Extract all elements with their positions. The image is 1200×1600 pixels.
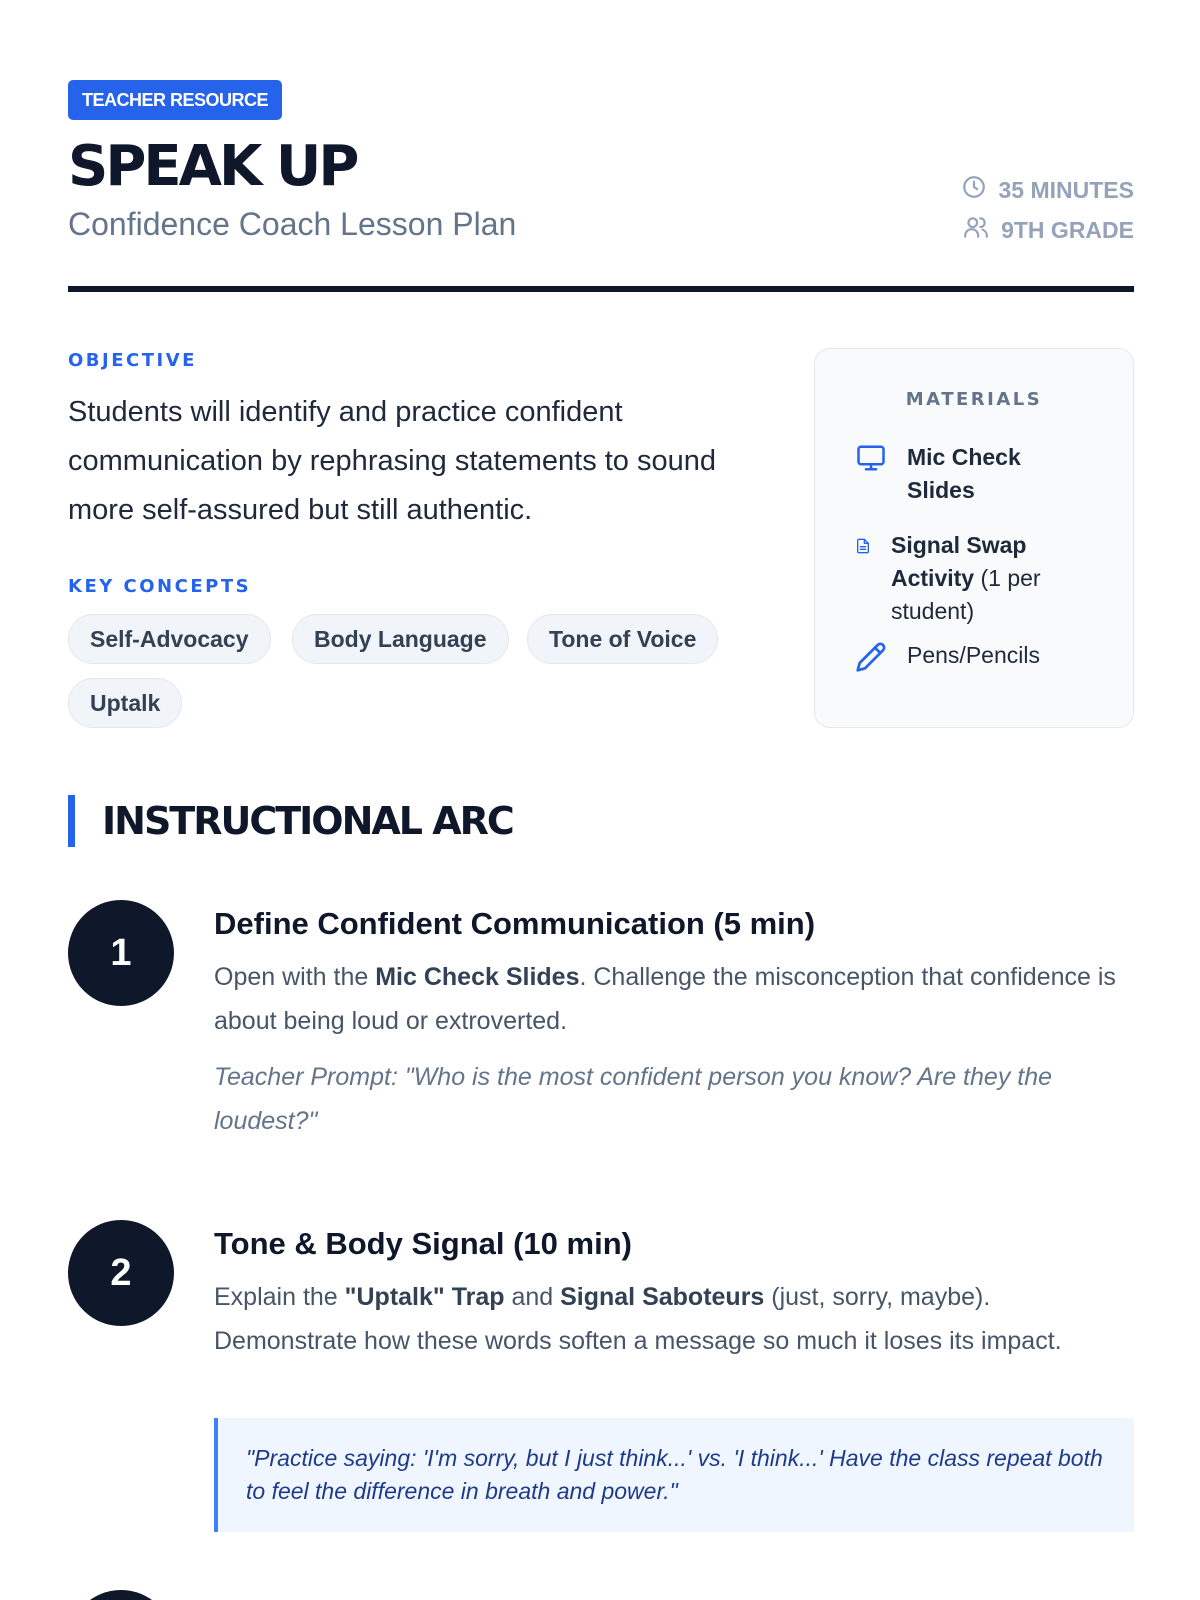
step-description: [214, 955, 1134, 1043]
document-icon: [855, 531, 871, 561]
material-item: [855, 639, 1040, 673]
duration-row: [961, 170, 1134, 210]
teacher-resource-badge: TEACHER RESOURCE: [68, 80, 282, 120]
material-name: Signal Swap Activity: [891, 532, 1027, 591]
lesson-meta: [961, 170, 1134, 250]
page-title: SPEAK UP: [68, 134, 357, 199]
material-detail: (1 per student): [891, 565, 1041, 624]
grade-row: [961, 210, 1134, 250]
teacher-prompt: Teacher Prompt: "Who is the most confident person you know? Are they the loudest?": [214, 1063, 1053, 1135]
material-item: [855, 529, 1071, 628]
step-text: Open with the: [214, 963, 376, 991]
step-text-emphasis: Signal Saboteurs: [560, 1283, 765, 1311]
monitor-icon: [855, 443, 887, 473]
step-text: Explain the: [214, 1283, 345, 1311]
material-item: [855, 441, 1057, 507]
objective-label: OBJECTIVE: [68, 350, 197, 371]
users-icon: [963, 214, 989, 246]
practice-quote: "Practice saying: 'I'm sorry, but I just think...' vs. 'I think...' Have the class repeat both to feel the difference in breath and power.": [214, 1418, 1134, 1532]
step-title: Define Confident Communication (5 min): [214, 906, 816, 941]
step-text: (just, sorry, maybe). Demonstrate how these words soften a message so much it loses its impact.: [214, 1283, 1062, 1355]
step-number-badge: [68, 1590, 174, 1600]
step-number-badge: 1: [68, 900, 174, 1006]
clock-icon: [961, 174, 987, 206]
header-divider: [68, 286, 1134, 292]
concept-chip: Tone of Voice: [527, 614, 718, 664]
step-description: [214, 1275, 1134, 1363]
duration-text: 35 MINUTES: [998, 176, 1134, 203]
instructional-arc-title: INSTRUCTIONAL ARC: [102, 799, 513, 843]
concept-chip: Body Language: [292, 614, 509, 664]
materials-card: [814, 348, 1134, 728]
objective-text: Students will identify and practice confident communication by rephrasing statements to sound more self-assured but still authentic.: [68, 396, 717, 526]
grade-text: 9TH GRADE: [1001, 216, 1134, 243]
concept-chip: Self-Advocacy: [68, 614, 271, 664]
page-subtitle: Confidence Coach Lesson Plan: [68, 206, 517, 242]
lesson-plan-page: [68, 0, 1134, 1600]
pencil-icon: [855, 641, 887, 673]
step-text: and: [504, 1283, 561, 1311]
materials-label: MATERIALS: [905, 389, 1043, 410]
step-text-emphasis: Mic Check Slides: [375, 963, 580, 991]
material-detail: Pens/Pencils: [907, 642, 1040, 668]
concept-chip: Uptalk: [68, 678, 182, 728]
step-text-emphasis: "Uptalk" Trap: [344, 1283, 505, 1311]
step-number-badge: 2: [68, 1220, 174, 1326]
material-name: Mic Check Slides: [907, 444, 1021, 503]
section-accent-bar: [68, 795, 75, 847]
step-text: . Challenge the misconception that confidence is about being loud or extroverted.: [214, 963, 1116, 1035]
key-concepts-label: KEY CONCEPTS: [68, 576, 252, 597]
step-title: Tone & Body Signal (10 min): [214, 1226, 632, 1261]
